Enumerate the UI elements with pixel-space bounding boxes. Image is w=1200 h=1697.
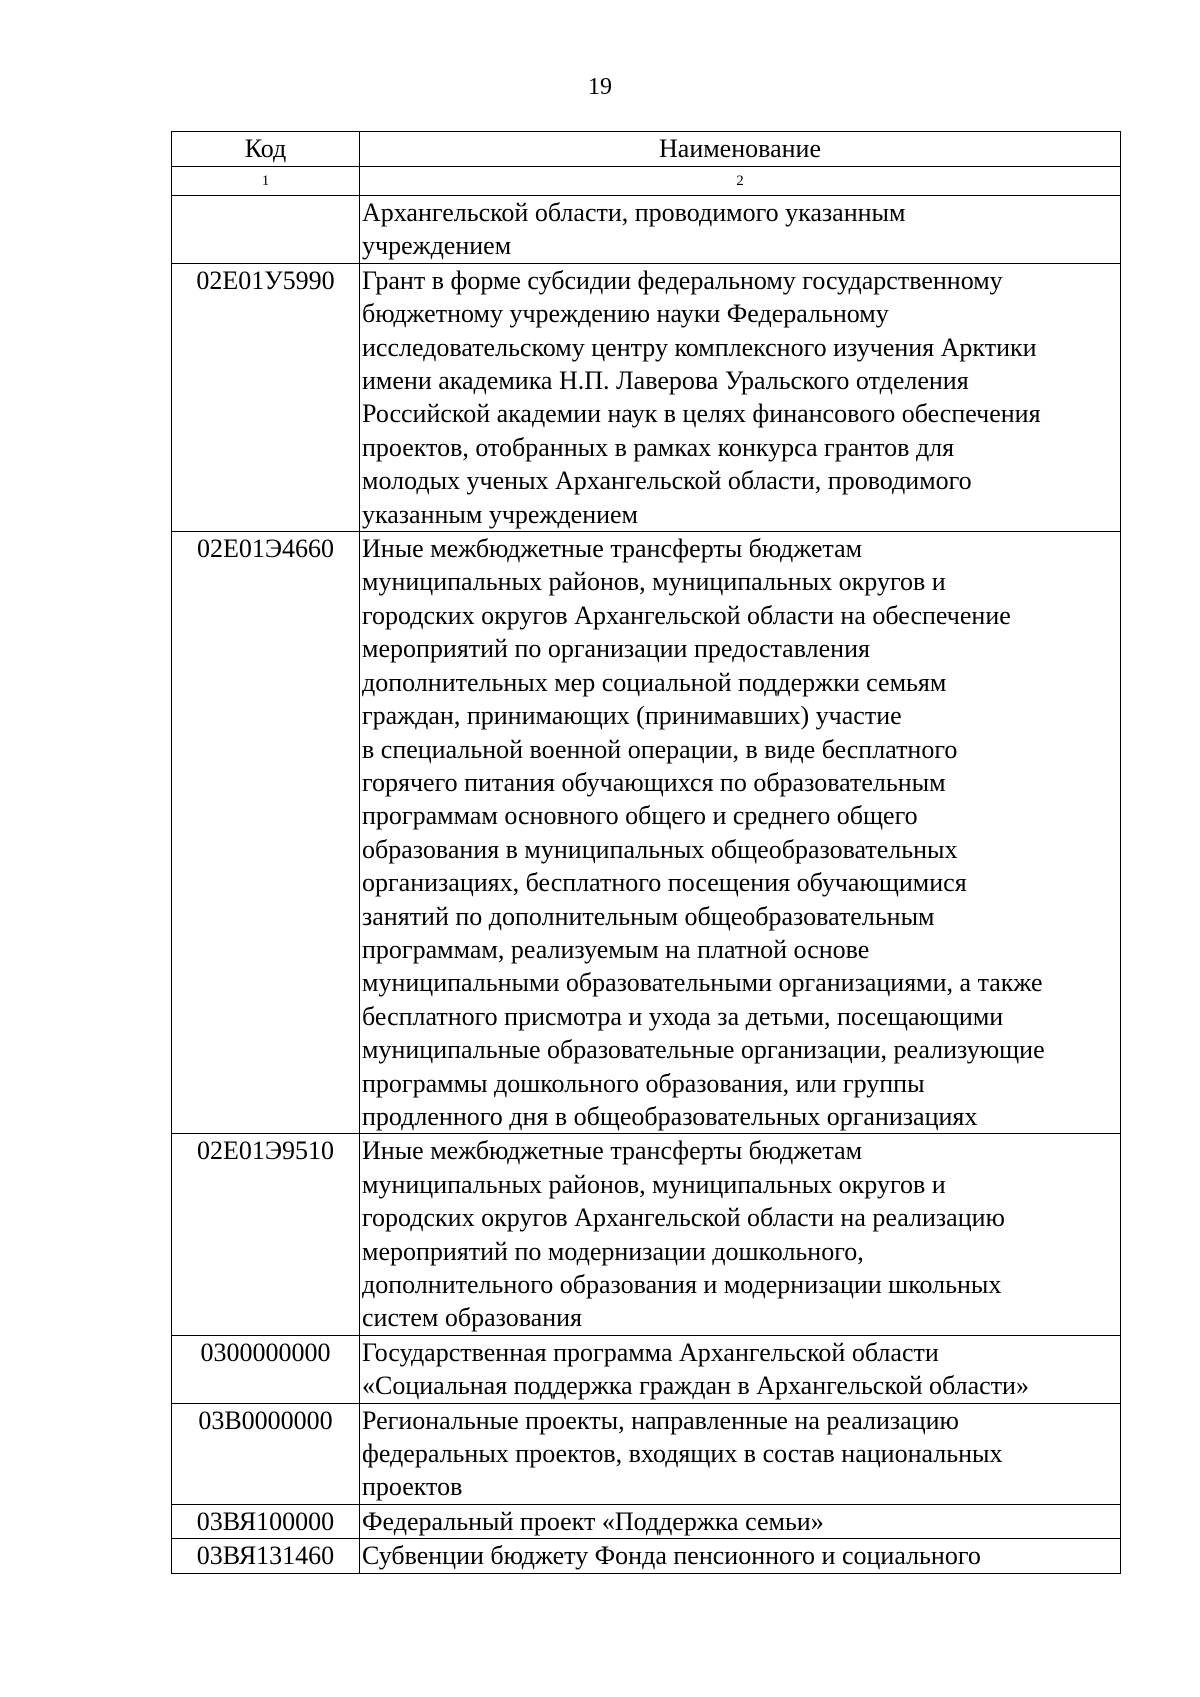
table-row [172, 532, 1121, 1134]
row-name-line: организациях, бесплатного посещения обучающимися [362, 868, 967, 898]
column-number-name: 2 [360, 167, 1121, 196]
row-name-line: Субвенции бюджету Фонда пенсионного и социального [362, 1541, 981, 1571]
row-name-line: указанным учреждением [362, 499, 639, 529]
budget-code-table [171, 131, 1121, 1574]
row-code: 02Е01Э4660 [172, 532, 360, 1134]
row-name-line: занятий по дополнительным общеобразовательным [362, 901, 935, 931]
column-number-row [172, 167, 1121, 196]
row-name [360, 1504, 1121, 1538]
table-row [172, 1134, 1121, 1335]
row-name-line: дополнительного образования и модернизации школьных [362, 1270, 1002, 1299]
row-name-line: городских округов Архангельской области на реализацию [362, 1203, 1005, 1233]
row-name [360, 196, 1121, 264]
row-name-line: Иные межбюджетные трансферты бюджетам [362, 534, 863, 564]
row-name-line: молодых ученых Архангельской области, проводимого [362, 466, 972, 496]
row-name-line: продленного дня в общеобразовательных организациях [362, 1101, 978, 1131]
row-name [360, 1403, 1121, 1504]
row-name-line: федеральных проектов, входящих в состав национальных [362, 1439, 1003, 1469]
table-row [172, 196, 1121, 264]
row-name-line: Архангельской области, проводимого указанным [362, 198, 906, 227]
row-name-line: мероприятий по модернизации дошкольного, [362, 1236, 864, 1266]
row-name-line: бюджетному учреждению науки Федеральному [362, 299, 889, 329]
row-name-line: бесплатного присмотра и ухода за детьми, посещающими [362, 1001, 1004, 1031]
header-code: Код [172, 132, 360, 167]
row-name-line: горячего питания обучающихся по образовательным [362, 767, 946, 797]
column-number-code: 1 [172, 167, 360, 196]
row-name-line: проектов [362, 1472, 463, 1502]
row-name-line: проектов, отобранных в рамках конкурса грантов для [362, 432, 955, 462]
row-name [360, 263, 1121, 531]
table-row [172, 1504, 1121, 1538]
row-name-line: программы дошкольного образования, или группы [362, 1068, 925, 1098]
row-name-line: программам основного общего и среднего общего [362, 801, 918, 831]
row-code: 0300000000 [172, 1335, 360, 1403]
page-number: 19 [588, 74, 612, 100]
row-code [172, 196, 360, 264]
table-header-row [172, 132, 1121, 167]
table-row [172, 263, 1121, 531]
row-name-line: городских округов Архангельской области на обеспечение [362, 600, 1011, 630]
table-body [172, 196, 1121, 1574]
table-row [172, 1539, 1121, 1573]
row-name-line: муниципальных районов, муниципальных округов и [362, 1169, 946, 1199]
row-name-line: Грант в форме субсидии федеральному государственному [362, 265, 1003, 295]
row-name-line: исследовательскому центру комплексного изучения Арктики [362, 332, 1037, 362]
row-name-line: Федеральный проект «Поддержка семьи» [362, 1506, 824, 1536]
header-name: Наименование [360, 132, 1121, 167]
row-name-line: имени академика Н.П. Лаверова Уральского отделения [362, 366, 969, 396]
row-name-line: Российской академии наук в целях финансового обеспечения [362, 399, 1041, 429]
row-code: 03ВЯ131460 [172, 1539, 360, 1573]
row-code: 03В0000000 [172, 1403, 360, 1504]
row-code: 02Е01Э9510 [172, 1134, 360, 1335]
row-name-line: Государственная программа Архангельской области [362, 1337, 939, 1367]
row-name-line: программам, реализуемым на платной основе [362, 934, 870, 964]
row-name-line: Региональные проекты, направленные на реализацию [362, 1405, 959, 1435]
table-row [172, 1403, 1121, 1504]
row-name-line: дополнительных мер социальной поддержки семьям [362, 667, 947, 697]
row-name-line: учреждением [362, 231, 512, 261]
row-code: 03ВЯ100000 [172, 1504, 360, 1538]
row-name-line: Иные межбюджетные трансферты бюджетам [362, 1136, 863, 1166]
row-name-line: муниципальные образовательные организации, реализующие [362, 1035, 1045, 1065]
row-name [360, 1539, 1121, 1573]
row-name [360, 532, 1121, 1134]
row-code: 02Е01У5990 [172, 263, 360, 531]
row-name [360, 1335, 1121, 1403]
row-name-line: «Социальная поддержка граждан в Архангельской области» [362, 1371, 1029, 1401]
row-name [360, 1134, 1121, 1335]
row-name-line: систем образования [362, 1303, 582, 1333]
row-name-line: муниципальными образовательными организациями, а также [362, 968, 1043, 998]
table-row [172, 1335, 1121, 1403]
row-name-line: муниципальных районов, муниципальных округов и [362, 567, 946, 597]
row-name-line: граждан, принимающих (принимавших) участие [362, 701, 902, 731]
row-name-line: в специальной военной операции, в виде бесплатного [362, 734, 958, 764]
row-name-line: мероприятий по организации предоставления [362, 634, 870, 664]
row-name-line: образования в муниципальных общеобразовательных [362, 834, 958, 864]
